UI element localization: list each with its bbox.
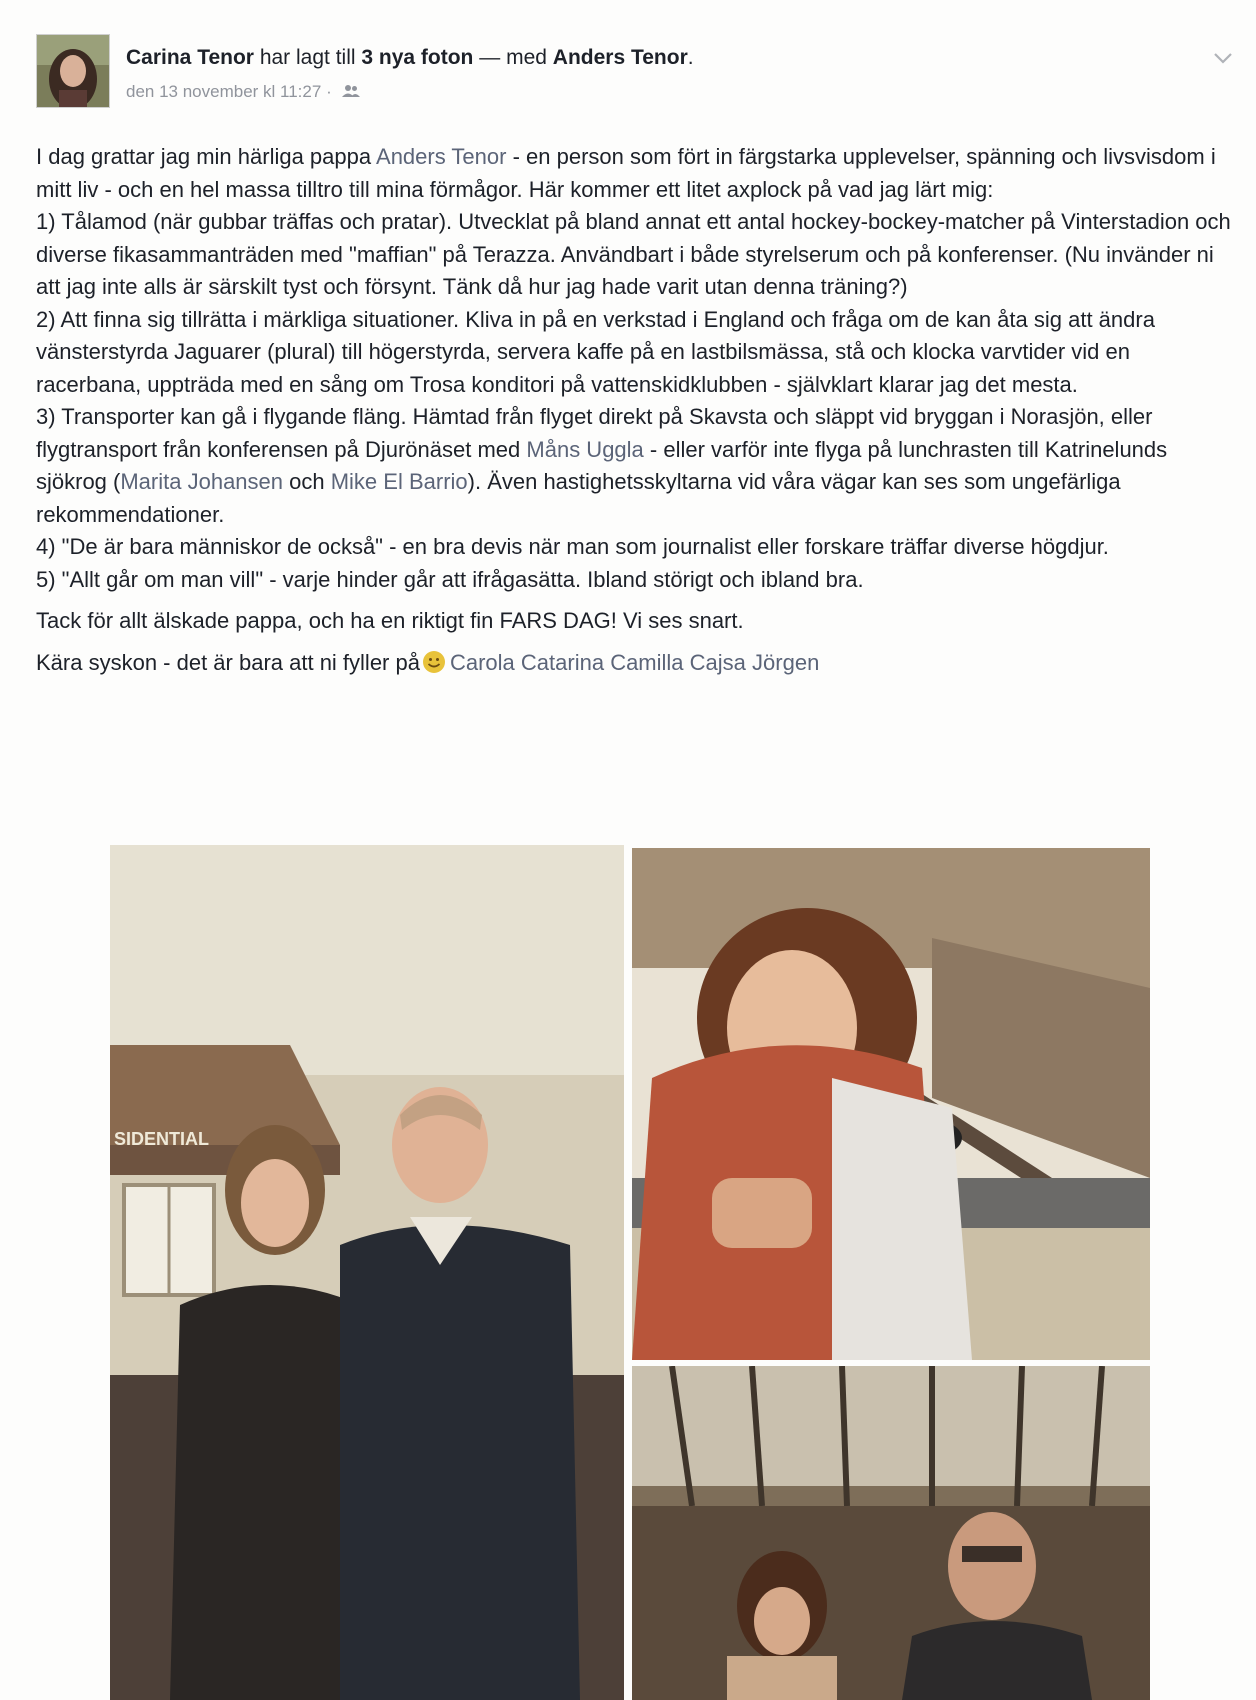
author-avatar[interactable] [36, 34, 110, 108]
point-3 [36, 401, 1231, 531]
tag-mike-el-barrio[interactable]: Mike El Barrio [330, 469, 468, 494]
photo-group-indoors[interactable] [632, 1366, 1150, 1700]
tag-catarina[interactable]: Catarina [520, 649, 605, 675]
chevron-down-icon[interactable] [1212, 50, 1234, 66]
tag-carola[interactable]: Carola [449, 649, 515, 675]
siblings-paragraph [36, 647, 1231, 680]
meta-separator: · [326, 82, 332, 101]
intro-text: I dag grattar jag min härliga pappa [36, 144, 377, 169]
thanks-paragraph: Tack för allt älskade pappa, och ha en riktigt fin FARS DAG! Vi ses snart. [36, 608, 744, 633]
point-3-text-b: - eller varför inte flyga på lunchrasten till Katrinelunds sjökrog ( [36, 436, 1168, 494]
point-1: 1) Tålamod (när gubbar träffas och pratar). Utvecklat på bland annat ett antal hockey-bockey-matcher på Vinterstadion och diverse fikasammanträden med "maffian" på Terazza. Användbart i både styrelserum och på konferenser. (Nu invänder ni att jag inte alls är särskilt tyst och försynt. Tänk då hur jag hade varit utan denna träning?) [36, 209, 1231, 299]
tag-cajsa[interactable]: Cajsa [689, 649, 746, 675]
tag-anders-tenor[interactable]: Anders Tenor [376, 144, 507, 169]
smiley-icon [422, 650, 446, 674]
tag-camilla[interactable]: Camilla [610, 649, 684, 675]
action-text: har lagt till [259, 46, 356, 69]
intro-paragraph [36, 141, 1231, 206]
photo-sign-text: SIDENTIAL [114, 1129, 210, 1149]
dash: — [479, 46, 501, 69]
point-3-text: 3) Transporter kan gå i flygande fläng. Hämtad från flyget direkt på Skavsta och släppt vid bryggan i Norasjön, eller flygtransport från konferensen på Djurönäset med [36, 404, 1153, 462]
tag-mans-uggla[interactable]: Måns Uggla [526, 436, 644, 462]
tagged-person[interactable]: Anders Tenor [552, 46, 688, 69]
friends-icon[interactable] [342, 82, 360, 101]
intro-text-cont: - en person som fört in färgstarka upplevelser, spänning och livsvisdom i mitt liv - och en hel massa tilltro till mina förmågor. Här kommer ett litet axplock på vad jag lärt mig: [36, 144, 1216, 202]
photo-couple[interactable] [110, 845, 624, 1700]
siblings-text: Kära syskon - det är bara att ni fyller på [36, 649, 420, 675]
point-2: 2) Att finna sig tillrätta i märkliga situationer. Kliva in på en verkstad i England och fråga om de kan åta sig att ändra vänsterstyrda Jaguarer (plural) till högerstyrda, servera kaffe på en lastbilsmässa, stå och klocka varvtider vid en racerbana, uppträda med en sång om Trosa konditori på vattenskidklubben - självklart klarar jag det mesta. [36, 306, 1155, 397]
with-text: med [506, 46, 547, 69]
header-period: . [687, 46, 694, 69]
post-header [126, 46, 694, 70]
point-3-text-c: och [283, 469, 331, 494]
author-name[interactable]: Carina Tenor [126, 46, 254, 69]
point-4: 4) "De är bara människor de också" - en bra devis när man som journalist eller forskare träffar diverse högdjur. [36, 534, 1109, 559]
post-timestamp[interactable]: den 13 november kl 11:27 [126, 82, 322, 101]
point-5: 5) "Allt går om man vill" - varje hinder går att ifrågasätta. Ibland störigt och ibland bra. [36, 566, 864, 592]
tag-marita-johansen[interactable]: Marita Johansen [120, 469, 284, 494]
photo-count-link[interactable]: 3 nya foton [361, 46, 474, 69]
post-text [36, 141, 1231, 679]
photo-girl-lifejacket[interactable] [632, 848, 1150, 1360]
post-meta [126, 82, 360, 102]
tag-jorgen[interactable]: Jörgen [752, 649, 820, 675]
point-3-text-d: ). Även hastighetsskyltarna vid våra vägar kan ses som ungefärliga rekommendationer. [36, 469, 1121, 527]
